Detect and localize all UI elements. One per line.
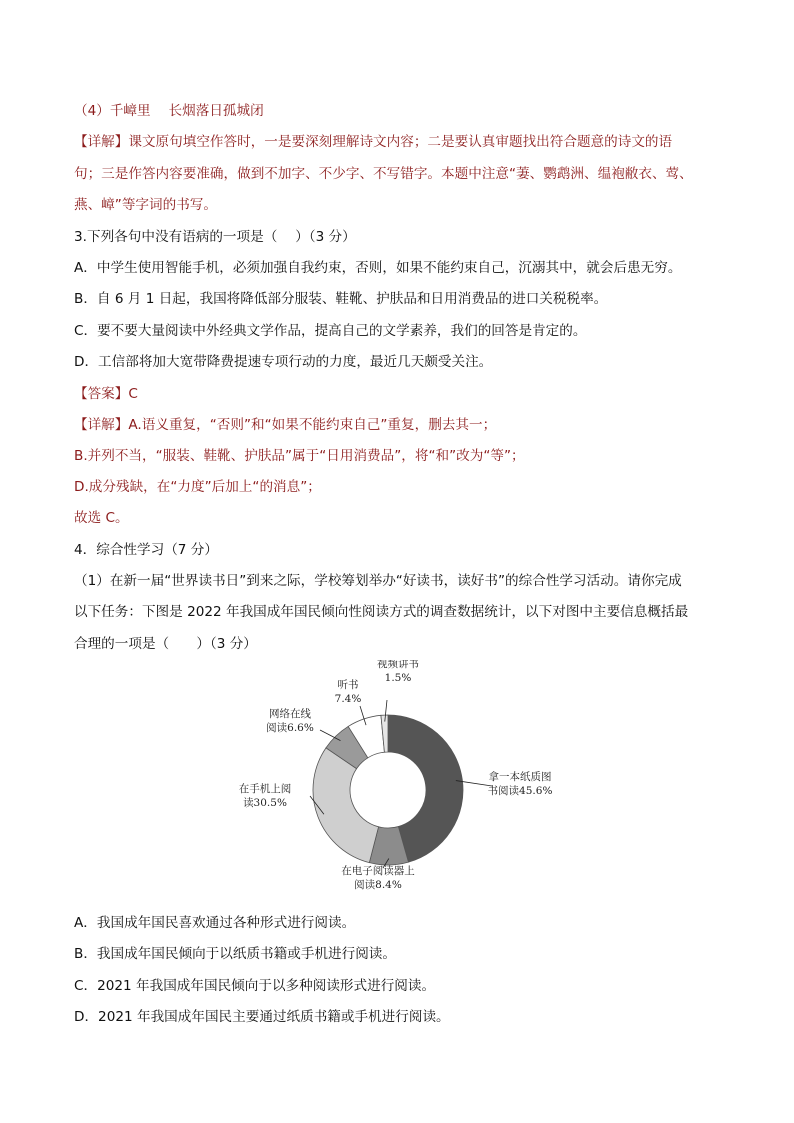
q3-stem: 3.下列各句中没有语病的一项是（ ）（3 分） [74,229,356,245]
detail2-line-d: D.成分残缺，在“力度”后加上“的消息”； [74,479,321,495]
reading-mode-donut-chart [220,660,600,905]
slice-value-label: 阅读8.4% [354,879,402,891]
answer-value: C [128,386,138,402]
q4-option-a: A．我国成年国民喜欢通过各种形式进行阅读。 [74,915,356,931]
donut-svg [220,660,600,905]
answer-line [74,384,138,404]
detail1-line1 [74,132,672,152]
slice-label: 在电子阅读器上 [341,865,415,877]
detail1-line2: 句；三是作答内容要准确，做到不加字、不少字、不写错字。本题中注意“萋、鹦鹉洲、缊袍敝衣、莺、 [74,166,693,182]
slice-label: 视频讲书 [377,660,419,670]
section4-item: （4）千嶂里 长烟落日孤城闭 [74,103,264,119]
donut-slice [313,748,379,863]
q4-option-d: D．2021 年我国成年国民主要通过纸质书籍或手机进行阅读。 [74,1009,450,1025]
slice-label: 拿一本纸质图 [488,771,552,783]
slice-label: 网络在线 [269,708,311,720]
slice-value-label: 7.4% [334,693,362,705]
q4-title: 4．综合性学习（7 分） [74,542,218,558]
q3-option-d: D．工信部将加大宽带降费提速专项行动的力度，最近几天颇受关注。 [74,354,493,370]
q4-option-b: B．我国成年国民倾向于以纸质书籍或手机进行阅读。 [74,946,396,962]
detail-label: 【详解】 [74,134,129,150]
answer-label: 【答案】 [74,386,129,402]
slice-label: 听书 [337,679,359,691]
detail2-line-a [74,415,496,435]
q3-option-c: C．要不要大量阅读中外经典文学作品，提高自己的文学素养，我们的回答是肯定的。 [74,323,587,339]
q4-para-3: 合理的一项是（ ）（3 分） [74,636,257,652]
slice-value-label: 书阅读45.6% [487,785,553,797]
q4-para-2: 以下任务：下图是 2022 年我国成年国民倾向性阅读方式的调查数据统计，以下对图中主要信息概括最 [74,604,689,620]
slice-value-label: 1.5% [384,672,412,684]
slice-value-label: 读30.5% [243,797,287,809]
q4-option-c: C．2021 年我国成年国民倾向于以多种阅读形式进行阅读。 [74,978,436,994]
q3-option-b: B．自 6 月 1 日起，我国将降低部分服装、鞋靴、护肤品和日用消费品的进口关税税率。 [74,291,608,307]
detail2-label: 【详解】 [74,417,129,433]
q4-para-1: （1）在新一届“世界读书日”到来之际，学校筹划举办“好读书，读好书”的综合性学习活动。请你完成 [74,573,682,589]
q3-option-a: A．中学生使用智能手机，必须加强自我约束，否则，如果不能约束自己，沉溺其中，就会后患无穷。 [74,260,682,276]
detail-text: 课文原句填空作答时，一是要深刻理解诗文内容；二是要认真审题找出符合题意的诗文的语 [128,134,673,150]
slice-value-label: 阅读6.6% [266,722,314,734]
detail2-choose: 故选 C。 [74,510,129,526]
detail1-line3: 燕、嶂”等字词的书写。 [74,197,217,213]
detail2-line-b: B.并列不当，“服装、鞋靴、护肤品”属于“日用消费品”，将“和”改为“等”； [74,448,525,464]
slice-label: 在手机上阅 [238,783,292,795]
detail2-a: A.语义重复，“否则”和“如果不能约束自己”重复，删去其一； [128,417,497,433]
